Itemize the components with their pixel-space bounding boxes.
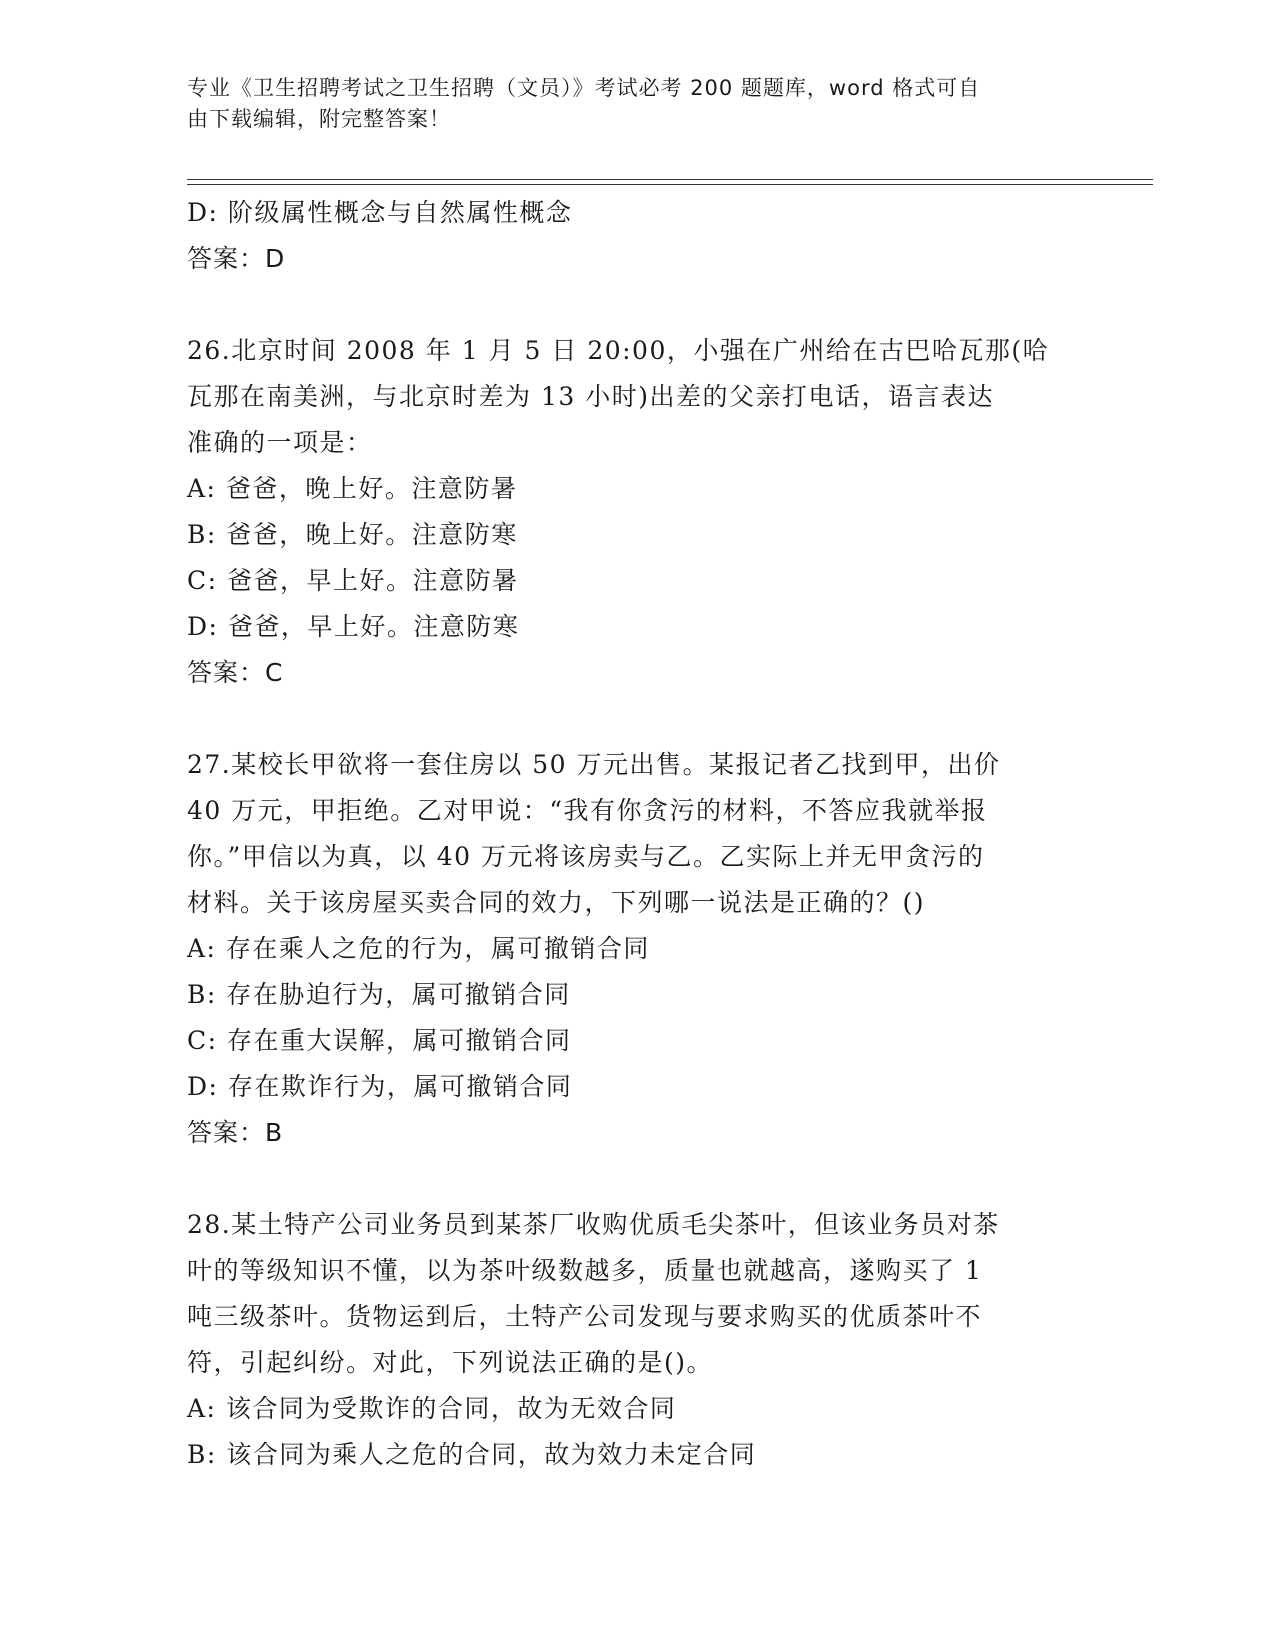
- question-stem-line: 符，引起纠纷。对此，下列说法正确的是()。: [187, 1348, 714, 1377]
- option-c: C: 存在重大误解，属可撤销合同: [187, 1026, 572, 1055]
- answer-line: 答案：D: [187, 244, 286, 273]
- question-stem-line: 瓦那在南美洲，与北京时差为 13 小时)出差的父亲打电话，语言表达: [187, 382, 994, 411]
- option-b: B: 存在胁迫行为，属可撤销合同: [187, 980, 571, 1009]
- spacer: [187, 1156, 1067, 1202]
- spacer: [187, 696, 1067, 742]
- answer-line: 答案：C: [187, 658, 284, 687]
- question-stem-line: 26.北京时间 2008 年 1 月 5 日 20:00，小强在广州给在古巴哈瓦那(哈: [187, 336, 1050, 365]
- question-stem-line: 27.某校长甲欲将一套住房以 50 万元出售。某报记者乙找到甲，出价: [187, 750, 1001, 779]
- question-stem-line: 你。”甲信以为真，以 40 万元将该房卖与乙。乙实际上并无甲贪污的: [187, 842, 985, 871]
- question-stem-line: 材料。关于该房屋买卖合同的效力，下列哪一说法是正确的？(): [187, 888, 926, 917]
- spacer: [187, 282, 1067, 328]
- option-d: D: 存在欺诈行为，属可撤销合同: [187, 1072, 573, 1101]
- header-line-2: 由下载编辑，附完整答案！: [187, 107, 451, 131]
- question-stem-line: 吨三级茶叶。货物运到后，土特产公司发现与要求购买的优质茶叶不: [187, 1302, 983, 1331]
- option-a: A: 该合同为受欺诈的合同，故为无效合同: [187, 1394, 677, 1423]
- answer-line: 答案：B: [187, 1118, 284, 1147]
- header-divider-bottom: [187, 184, 1153, 185]
- option-b: B: 该合同为乘人之危的合同，故为效力未定合同: [187, 1440, 757, 1469]
- question-stem-line: 叶的等级知识不懂，以为茶叶级数越多，质量也就越高，遂购买了 1: [187, 1256, 983, 1285]
- question-27: [187, 742, 1067, 1156]
- document-header: [187, 73, 1067, 135]
- header-line-1: 专业《卫生招聘考试之卫生招聘（文员）》考试必考 200 题题库，word 格式可自: [187, 76, 981, 100]
- header-divider-top: [187, 179, 1153, 180]
- question-stem-line: 28.某土特产公司业务员到某茶厂收购优质毛尖茶叶，但该业务员对茶: [187, 1210, 1000, 1239]
- option-a: A: 爸爸，晚上好。注意防暑: [187, 474, 518, 503]
- question-28: [187, 1202, 1067, 1478]
- option-a: A: 存在乘人之危的行为，属可撤销合同: [187, 934, 650, 963]
- option-b: B: 爸爸，晚上好。注意防寒: [187, 520, 518, 549]
- option-d: D: 阶级属性概念与自然属性概念: [187, 198, 573, 227]
- question-stem-line: 40 万元，甲拒绝。乙对甲说：“我有你贪污的材料，不答应我就举报: [187, 796, 988, 825]
- question-26: [187, 328, 1067, 696]
- question-stem-line: 准确的一项是：: [187, 428, 373, 457]
- option-d: D: 爸爸，早上好。注意防寒: [187, 612, 520, 641]
- question-content: [187, 190, 1067, 1478]
- question-25-tail: [187, 190, 1067, 282]
- option-c: C: 爸爸，早上好。注意防暑: [187, 566, 519, 595]
